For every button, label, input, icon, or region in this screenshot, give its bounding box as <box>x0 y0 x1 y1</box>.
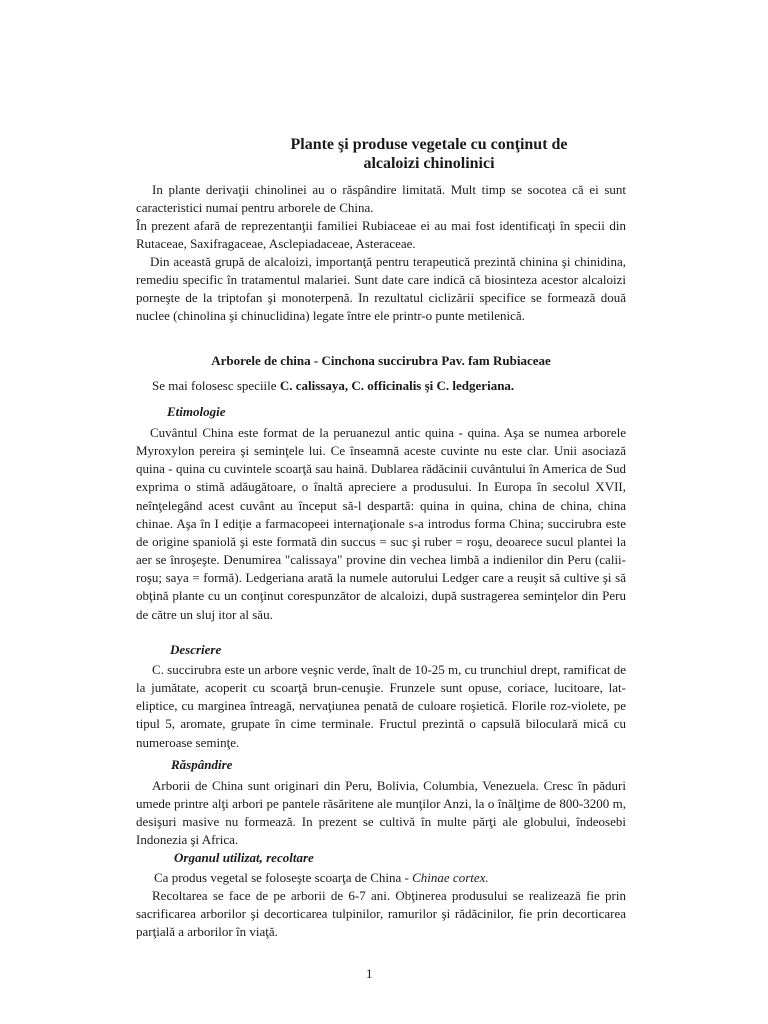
intro-paragraph-3: Din această grupă de alcaloizi, importanţă pentru terapeutică prezintă chinina şi chinidina, remediu specific în tratamentul malariei. Sunt date care indică că biosinteza acestor alcaloizi porneşte de la triptofan şi monoterpenă. In rezultatul ciclizării specifice se formează două nuclee (chinolina şi chinuclidina) legate între ele printr-o punte metilenică. <box>136 254 626 324</box>
species-names: C. calissaya, C. officinalis şi C. ledgeriana. <box>279 378 515 393</box>
organul-line-prefix: Ca produs vegetal se foloseşte scoarţa de China - <box>154 870 413 885</box>
species-line <box>152 378 514 394</box>
page-number: 1 <box>366 966 373 981</box>
page-title <box>220 135 638 173</box>
raspandire-text: Arborii de China sunt originari din Peru, Bolivia, Columbia, Venezuela. Cresc în păduri umede printre alţi arbori pe pantele răsăritene ale munţilor Anzi, la o înălţime de 800-3200 m, desişuri masive nu formează. In prezent se cultivă în multe părţi ale globului, îndeosebi Indonezia şi Africa. <box>136 778 626 848</box>
descriere-text: C. succirubra este un arbore veşnic verde, înalt de 10-25 m, cu trunchiul drept, ramificat de la jumătate, acoperit cu scoarţă brun-cenuşie. Frunzele sunt opuse, coriace, lucitoare, lat-eliptice, cu marginea întreagă, nervaţiunea penată de culoare roşietică. Florile roz-violete, pe tipul 5, aromate, grupate în cime terminale. Fructul prezintă o capsulă biloculară mică cu numeroase seminţe. <box>136 662 626 750</box>
intro-paragraph-2: În prezent afară de reprezentanţii familiei Rubiaceae ei au mai fost identificaţi în specii din Rutaceae, Saxifragaceae, Asclepiadaceae, Asteraceae. <box>136 218 626 252</box>
organul-line <box>136 869 626 887</box>
heading-descriere: Descriere <box>170 642 222 657</box>
intro-paragraph-1: In plante derivaţii chinolinei au o răspândire limitată. Mult timp se socotea că ei sunt caracteristici numai pentru arborele de China. <box>136 182 626 216</box>
section-subtitle: Arborele de china - Cinchona succirubra Pav. fam Rubiaceae <box>211 353 551 368</box>
species-prefix: Se mai folosesc speciile <box>152 378 280 393</box>
title-line-1: Plante şi produse vegetale cu conţinut de <box>290 136 568 153</box>
recoltare-text: Recoltarea se face de pe arborii de 6-7 ani. Obţinerea produsului se realizează fie prin sacrificarea arborilor şi decorticarea tulpinilor, ramurilor şi rădăcinilor, fie prin decorticarea parţială a arborilor în viaţă. <box>136 888 626 940</box>
title-line-2: alcaloizi chinolinici <box>363 155 495 172</box>
heading-etimologie: Etimologie <box>167 404 226 419</box>
etimologie-text: Cuvântul China este format de la peruanezul antic quina - quina. Aşa se numea arborele Myroxylon pereira şi seminţele lui. Ce înseamnă aceste cuvinte nu este clar. Unii asociază quina - quina cu cuvintele scoarţă sau haină. Dublarea rădăcinii cuvântului în America de Sud exprima o stimă adăugătoare, o înaltă apreciere a produsului. In Europa în secolul XVII, neînţelegând acest cuvânt au început să-l despartă: quina in quina, china de china, china chinae. Aşa în I ediţie a farmacopeei internaţionale s-a introdus forma China; succirubra este de origine spaniolă şi este formată din succus = suc şi ruber = roşu, deoarece sucul plantei la aer se înroşeşte. Denumirea "calissaya" provine din vechea limbă a indienilor din Peru (calii-roşu; saya = formă). Ledgeriana arată la numele autorului Ledger care a reuşit să cultive şi să obţină plante cu un conţinut corespunzător de alcaloizi, după sustragerea seminţelor din Peru de către un sluj itor al său. <box>136 425 626 622</box>
heading-raspandire: Răspândire <box>171 757 233 772</box>
organul-line-latin: Chinae cortex. <box>412 870 489 885</box>
heading-organul-utilizat: Organul utilizat, recoltare <box>174 850 314 865</box>
